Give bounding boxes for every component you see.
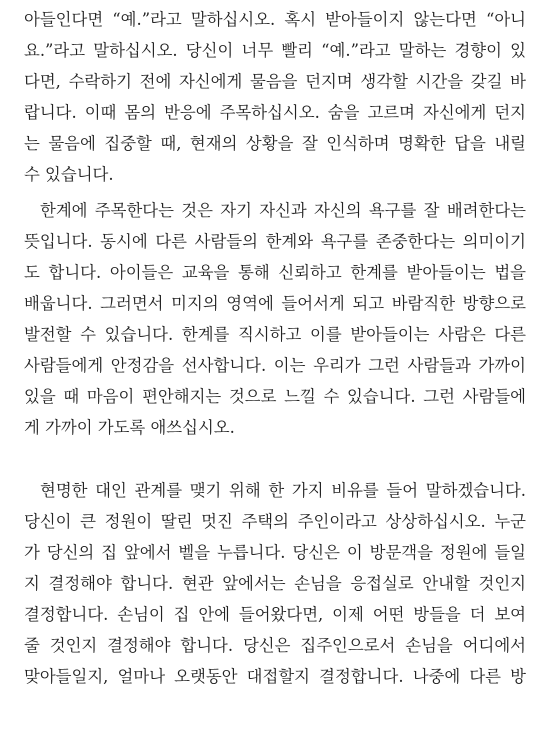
text-line: 줄 것인지 결정해야 합니다. 당신은 집주인으로서 손님을 어디에서 — [24, 636, 526, 655]
text-line: 다면, 수락하기 전에 자신에게 물음을 던지며 생각할 시간을 갖길 바 — [24, 72, 526, 91]
text-line: 배웁니다. 그러면서 미지의 영역에 들어서게 되고 바람직한 방향으로 — [24, 294, 526, 313]
text-line: 는 물음에 집중할 때, 현재의 상황을 잘 인식하며 명확한 답을 내릴 — [24, 134, 526, 153]
text-line: 한계에 주목한다는 것은 자기 자신과 자신의 욕구를 잘 배려한다는 — [40, 201, 526, 220]
text-line: 당신이 큰 정원이 딸린 멋진 주택의 주인이라고 상상하십시오. 누군 — [24, 512, 526, 531]
text-line: 발전할 수 있습니다. 한계를 직시하고 이를 받아들이는 사람은 다른 — [24, 325, 526, 344]
text-line: 결정합니다. 손님이 집 안에 들어왔다면, 이제 어떤 방들을 더 보여 — [24, 605, 526, 624]
text-line: 아들인다면 “예.”라고 말하십시오. 혹시 받아들이지 않는다면 “아니 — [24, 10, 526, 29]
text-line: 요.”라고 말하십시오. 당신이 너무 빨리 “예.”라고 말하는 경향이 있 — [24, 41, 526, 60]
text-line: 있을 때 마음이 편안해지는 것으로 느낄 수 있습니다. 그런 사람들에 — [24, 387, 526, 406]
text-line: 지 결정해야 합니다. 현관 앞에서는 손님을 응접실로 안내할 것인지 — [24, 574, 526, 593]
text-line: 도 합니다. 아이들은 교육을 통해 신뢰하고 한계를 받아들이는 법을 — [24, 263, 526, 282]
text-line: 뜻입니다. 동시에 다른 사람들의 한계와 욕구를 존중한다는 의미이기 — [24, 232, 526, 251]
text-line: 현명한 대인 관계를 맺기 위해 한 가지 비유를 들어 말하겠습니다. — [40, 481, 526, 500]
text-line: 게 가까이 가도록 애쓰십시오. — [24, 418, 235, 437]
text-line: 맞아들일지, 얼마나 오랫동안 대접할지 결정합니다. 나중에 다른 방 — [24, 667, 526, 686]
text-line: 가 당신의 집 앞에서 벨을 누릅니다. 당신은 이 방문객을 정원에 들일 — [24, 543, 526, 562]
text-line: 사람들에게 안정감을 선사합니다. 이는 우리가 그런 사람들과 가까이 — [24, 356, 526, 375]
text-line: 랍니다. 이때 몸의 반응에 주목하십시오. 숨을 고르며 자신에게 던지 — [24, 103, 526, 122]
text-line: 수 있습니다. — [24, 165, 114, 184]
